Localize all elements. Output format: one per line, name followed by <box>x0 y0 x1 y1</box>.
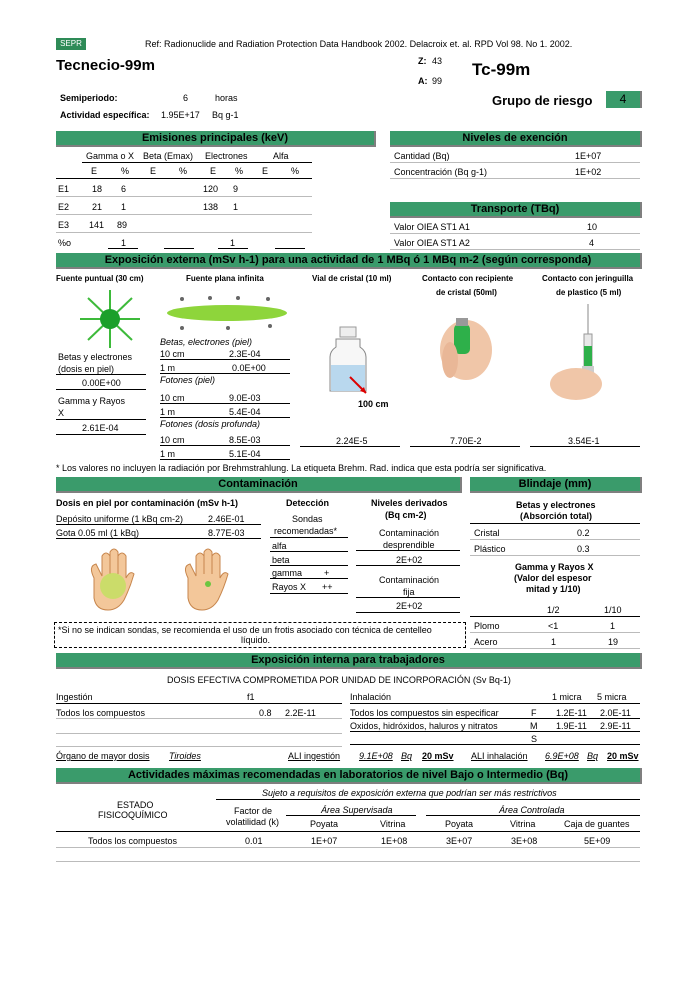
transport-a2-label: Valor OIEA ST1 A2 <box>394 238 470 248</box>
glass-value: 0.2 <box>577 528 590 538</box>
half-life-label: Semiperiodo: <box>60 93 118 103</box>
ali-inhalation-unit: Bq <box>587 751 599 761</box>
max-activity-subject: Sujeto a requisitos de exposición externa que podrían ser más restrictivos <box>262 788 557 798</box>
inhalation-1micron: 1.2E-11 <box>556 708 587 718</box>
transport-title: Transporte (TBq) <box>390 202 642 218</box>
probe-gamma: gamma <box>272 568 303 578</box>
risk-group-label: Grupo de riesgo <box>492 93 593 108</box>
exemption-concentration-label: Concentración (Bq g-1) <box>394 167 488 177</box>
detection-sub-2: recomendadas* <box>274 526 338 536</box>
glass-label: Cristal <box>474 528 500 538</box>
probe-alpha: alfa <box>272 541 287 551</box>
gamma-percent: 1 <box>121 202 127 212</box>
shield-beta-title-2: (Absorción total) <box>520 511 592 521</box>
transport-a1-value: 10 <box>587 222 598 232</box>
sub-e: E <box>210 166 217 176</box>
syringe-hand-icon <box>546 304 616 404</box>
controlled-area: Área Controlada <box>499 805 565 815</box>
col-poyata: Poyata <box>310 819 339 829</box>
risk-group-value: 4 <box>606 91 642 108</box>
a-value: 99 <box>432 76 443 86</box>
point-beta-label: Betas y electrones <box>58 352 133 362</box>
lead-half: <1 <box>548 621 559 631</box>
inhalation-type: S <box>531 734 538 744</box>
sub-e: E <box>91 166 98 176</box>
ali-inhalation-value: 6.9E+08 <box>545 751 579 761</box>
sub-e: E <box>150 166 157 176</box>
container-value: 7.70E-2 <box>450 436 482 446</box>
z-value: 43 <box>432 56 443 66</box>
col-vitrina: Vitrina <box>380 819 406 829</box>
sepr-logo: SEPR <box>56 38 86 50</box>
micron-1: 1 micra <box>552 692 582 702</box>
brehmstrahlung-note: * Los valores no incluyen la radiación por Brehmstrahlung. La etiqueta Brehm. Rad. indica que esta podría ser significativa. <box>56 463 547 473</box>
removable-label: Contaminación <box>379 528 440 538</box>
state-header: ESTADO <box>117 800 154 810</box>
ingestion-value: 2.2E-11 <box>285 708 316 718</box>
drop-label: Gota 0.05 ml (1 kBq) <box>56 528 140 538</box>
plane-photon-deep-title: Fotones (dosis profunda) <box>160 419 261 429</box>
transport-a2-value: 4 <box>589 238 595 248</box>
nuclide-symbol: Tc-99m <box>472 60 531 79</box>
volatility-header: Factor de <box>234 806 273 816</box>
ingestion-f1: 0.8 <box>259 708 272 718</box>
sub-e: E <box>262 166 269 176</box>
vial-distance: 100 cm <box>358 399 389 409</box>
header-plane-source: Fuente plana infinita <box>186 274 264 283</box>
header-container: Contacto con recipiente <box>422 274 514 283</box>
row-k: 0.01 <box>245 836 263 846</box>
col-half: 1/2 <box>547 605 560 615</box>
col-glove-box: Caja de guantes <box>564 819 630 829</box>
plane-beta-value: 2.3E-04 <box>229 349 261 359</box>
row-label: E3 <box>58 220 70 230</box>
nuclide-name: Tecnecio-99m <box>56 57 155 74</box>
sub-pct: % <box>291 166 300 176</box>
plane-photon-skin-distance: 10 cm <box>160 393 185 403</box>
plane-photon-skin-distance: 1 m <box>160 407 176 417</box>
row-label: %o <box>58 238 72 248</box>
point-gamma-value: 2.61E-04 <box>82 423 119 433</box>
col-tenth: 1/10 <box>604 605 622 615</box>
organ-label: Órgano de mayor dosis <box>56 751 150 761</box>
ingestion-compound: Todos los compuestos <box>56 708 146 718</box>
vial-value: 2.24E-5 <box>336 436 368 446</box>
gamma-energy: 21 <box>92 202 103 212</box>
point-beta-label-2: (dosis en piel) <box>58 364 115 374</box>
ali-inhalation-dose: 20 mSv <box>607 751 639 761</box>
removable-value: 2E+02 <box>396 555 423 565</box>
internal-exposure-title: Exposición interna para trabajadores <box>56 653 642 669</box>
exemption-title: Niveles de exención <box>390 131 642 147</box>
ali-inhalation-label: ALI inhalación <box>471 751 528 761</box>
plane-photon-deep-value: 8.5E-03 <box>229 435 261 445</box>
col-electrons: Electrones <box>205 151 248 161</box>
micron-5: 5 micra <box>597 692 627 702</box>
volatility-header-2: volatilidad (k) <box>226 817 280 827</box>
probe-note-2: líquido. <box>241 635 271 645</box>
detection-title: Detección <box>286 498 330 508</box>
shield-gamma-title: Gamma y Rayos X <box>515 562 594 572</box>
transport-a1-label: Valor OIEA ST1 A1 <box>394 222 470 232</box>
sub-pct: % <box>179 166 188 176</box>
fixed-label: Contaminación <box>379 575 440 585</box>
header-container-2: de cristal (50ml) <box>436 288 497 297</box>
point-gamma-label-2: X <box>58 408 65 418</box>
point-beta-value: 0.00E+00 <box>82 378 121 388</box>
plastic-label: Plástico <box>474 544 506 554</box>
inhalation-type: F <box>531 708 537 718</box>
shield-gamma-title-2: (Valor del espesor <box>514 573 592 583</box>
fixed-label-2: fija <box>403 587 415 597</box>
detection-sub: Sondas <box>292 514 323 524</box>
z-label: Z: <box>418 56 427 66</box>
sub-pct: % <box>121 166 130 176</box>
probe-xray: Rayos X <box>272 582 307 592</box>
inhalation-compound: Todos los compuestos sin especificar <box>350 708 499 718</box>
vial-icon <box>326 325 376 397</box>
col-gamma: Gamma o X <box>86 151 135 161</box>
exemption-quantity-value: 1E+07 <box>575 151 602 161</box>
plane-beta-value: 0.0E+00 <box>232 363 266 373</box>
col-vitrina: Vitrina <box>510 819 536 829</box>
a-label: A: <box>418 76 428 86</box>
fixed-value: 2E+02 <box>396 601 423 611</box>
row-label: E1 <box>58 184 70 194</box>
gamma-permille: 1 <box>121 238 127 248</box>
activity-label: Actividad específica: <box>60 110 150 120</box>
ali-ingestion-value: 9.1E+08 <box>359 751 393 761</box>
state-header-2: FISICOQUÍMICO <box>98 810 168 820</box>
point-source-icon <box>70 288 150 350</box>
plane-photon-deep-distance: 10 cm <box>160 435 185 445</box>
row-controlled-bench: 3E+07 <box>446 836 473 846</box>
header-syringe-2: de plastico (5 ml) <box>556 288 622 297</box>
inhalation-5micron: 2.0E-11 <box>600 708 631 718</box>
plane-beta-distance: 10 cm <box>160 349 185 359</box>
col-alpha: Alfa <box>273 151 289 161</box>
max-activity-title: Actividades máximas recomendadas en laboratorios de nivel Bajo o Intermedio (Bq) <box>56 768 642 784</box>
skin-dose-title: Dosis en piel por contaminación (mSv h-1) <box>56 498 239 508</box>
steel-tenth: 19 <box>608 637 619 647</box>
internal-subtitle: DOSIS EFECTIVA COMPROMETIDA POR UNIDAD DE INCORPORACIÓN (Sv Bq-1) <box>167 675 511 685</box>
row-label: E2 <box>58 202 70 212</box>
steel-half: 1 <box>551 637 557 647</box>
inhalation-type: M <box>530 721 538 731</box>
plastic-value: 0.3 <box>577 544 590 554</box>
exemption-concentration-value: 1E+02 <box>575 167 602 177</box>
lead-label: Plomo <box>474 621 500 631</box>
plane-beta-distance: 1 m <box>160 363 176 373</box>
plane-photon-skin-value: 9.0E-03 <box>229 393 261 403</box>
plane-beta-title: Betas, electrones (piel) <box>160 337 253 347</box>
activity-unit: Bq g-1 <box>212 110 239 120</box>
probe-xray-mark: ++ <box>322 582 333 592</box>
electron-energy: 138 <box>203 202 219 212</box>
contamination-title: Contaminación <box>56 477 462 493</box>
electron-permille: 1 <box>230 238 236 248</box>
gamma-energy: 141 <box>89 220 105 230</box>
derived-title: Niveles derivados <box>371 498 448 508</box>
electron-percent: 9 <box>233 184 239 194</box>
container-hand-icon <box>432 304 502 394</box>
col-beta: Beta (Emax) <box>143 151 194 161</box>
deposit-value: 2.46E-01 <box>208 514 245 524</box>
lead-tenth: 1 <box>610 621 616 631</box>
plane-photon-deep-value: 5.1E-04 <box>229 449 261 459</box>
organ-value: Tiroides <box>169 751 201 761</box>
drop-value: 8.77E-03 <box>208 528 245 538</box>
inhalation-5micron: 2.9E-11 <box>600 721 631 731</box>
supervised-area: Área Supervisada <box>321 805 393 815</box>
syringe-value: 3.54E-1 <box>568 436 600 446</box>
steel-label: Acero <box>474 637 498 647</box>
f1-label: f1 <box>247 692 255 702</box>
point-gamma-label: Gamma y Rayos <box>58 396 126 406</box>
exemption-quantity-label: Cantidad (Bq) <box>394 151 450 161</box>
ali-ingestion-unit: Bq <box>401 751 413 761</box>
plane-photon-skin-title: Fotones (piel) <box>160 375 216 385</box>
inhalation-compound: Oxidos, hidróxidos, haluros y nitratos <box>350 721 498 731</box>
probe-note: *Si no se indican sondas, se recomienda el uso de un frotis asociado con técnica de centelleo <box>58 625 432 635</box>
uniform-contamination-hand-icon <box>86 548 136 612</box>
external-exposure-title: Exposición externa (mSv h-1) para una actividad de 1 MBq ó 1 MBq m-2 (según corresponda) <box>56 253 642 269</box>
shield-gamma-title-3: mitad y 1/10) <box>526 584 581 594</box>
row-supervised-bench: 1E+07 <box>311 836 338 846</box>
derived-title-2: (Bq cm-2) <box>385 510 427 520</box>
activity-value: 1.95E+17 <box>161 110 200 120</box>
gamma-percent: 6 <box>121 184 127 194</box>
sub-pct: % <box>235 166 244 176</box>
header-vial: Vial de cristal (10 ml) <box>312 274 392 283</box>
electron-energy: 120 <box>203 184 219 194</box>
row-controlled-hood: 3E+08 <box>511 836 538 846</box>
shielding-title: Blindaje (mm) <box>470 477 642 493</box>
plane-source-icon <box>160 293 295 333</box>
drop-contamination-hand-icon <box>180 548 230 612</box>
reference-text: Ref: Radionuclide and Radiation Protection Data Handbook 2002. Delacroix et. al. RPD Vol 98. No 1. 2002. <box>145 39 573 49</box>
emissions-title: Emisiones principales (keV) <box>56 131 376 147</box>
probe-beta: beta <box>272 555 290 565</box>
half-life-value: 6 <box>183 93 189 103</box>
half-life-unit: horas <box>215 93 238 103</box>
deposit-label: Depósito uniforme (1 kBq cm-2) <box>56 514 184 524</box>
removable-label-2: desprendible <box>383 540 435 550</box>
ali-ingestion-dose: 20 mSv <box>422 751 454 761</box>
plane-photon-deep-distance: 1 m <box>160 449 176 459</box>
ingestion-label: Ingestión <box>56 692 93 702</box>
inhalation-1micron: 1.9E-11 <box>556 721 587 731</box>
plane-photon-skin-value: 5.4E-04 <box>229 407 261 417</box>
gamma-energy: 18 <box>92 184 103 194</box>
row-glove-box: 5E+09 <box>584 836 611 846</box>
gamma-percent: 89 <box>117 220 128 230</box>
inhalation-label: Inhalación <box>350 692 392 702</box>
header-syringe: Contacto con jeringuilla <box>542 274 634 283</box>
row-state: Todos los compuestos <box>88 836 178 846</box>
col-poyata: Poyata <box>445 819 474 829</box>
row-supervised-hood: 1E+08 <box>381 836 408 846</box>
header-point-source: Fuente puntual (30 cm) <box>56 274 144 283</box>
electron-percent: 1 <box>233 202 239 212</box>
shield-beta-title: Betas y electrones <box>516 500 596 510</box>
probe-gamma-mark: + <box>324 568 330 578</box>
ali-ingestion-label: ALI ingestión <box>288 751 341 761</box>
